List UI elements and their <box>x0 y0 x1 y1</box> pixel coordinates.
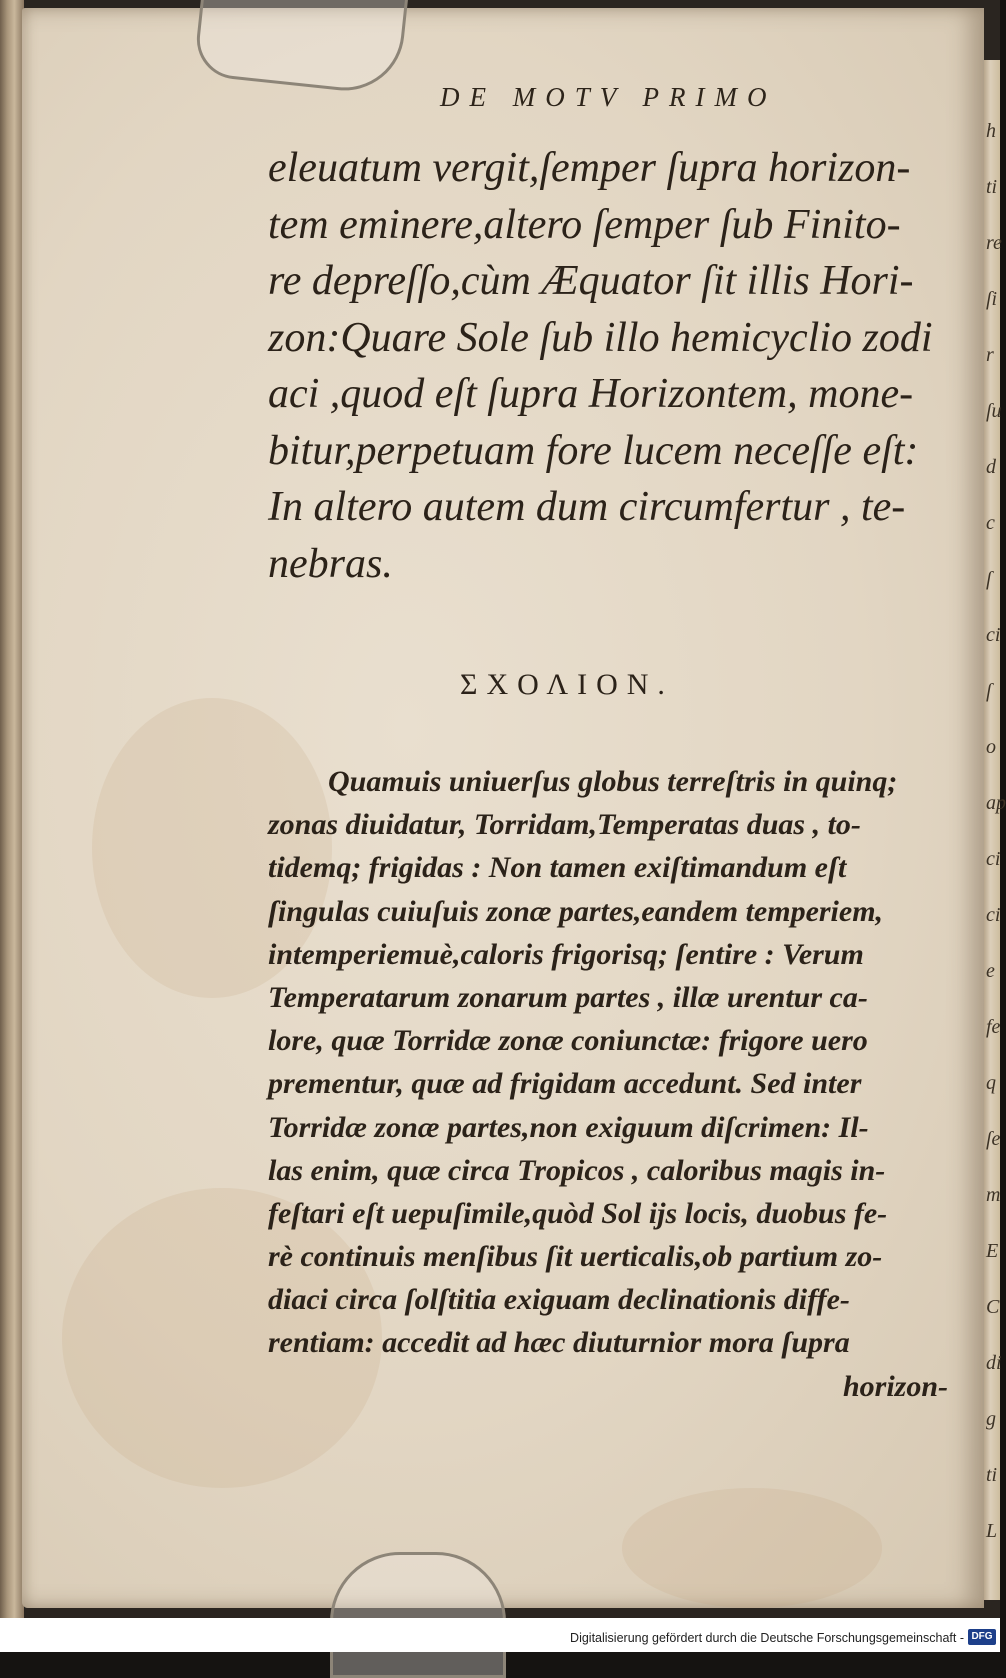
next-page-fragment: ſ <box>986 568 992 590</box>
text-line: ſingulas cuiuſuis zonæ partes,eandem temperiem, <box>268 894 884 928</box>
book-clamp-bottom <box>330 1552 506 1678</box>
text-line: bitur,perpetuam fore lucem neceſſe eſt: <box>268 427 919 474</box>
next-page-fragment: di <box>986 1352 1002 1374</box>
text-line: las enim, quæ circa Tropicos , caloribus magis in- <box>268 1153 886 1187</box>
text-line: feſtari eſt uериſimile,quòd Sol ijs locis, duobus fe- <box>268 1196 888 1230</box>
next-page-fragment: ſ <box>986 680 992 702</box>
digitization-credit: Digitalisierung gefördert durch die Deutsche Forschungsgemeinschaft - <box>570 1631 964 1645</box>
next-page-fragment: g <box>986 1408 996 1430</box>
next-page-fragment: ti <box>986 1464 998 1486</box>
text-line: In altero autem dum circumfertur , te- <box>268 484 906 530</box>
text-line: tidemq; frigidas : Non tamen exiſtimandum eſt <box>268 851 847 885</box>
text-line: rè continuis menſibus ſit uerticalis,ob partium zo- <box>268 1240 883 1274</box>
next-page-fragment: fe <box>986 1016 1001 1038</box>
text-line: nebras. <box>268 540 393 587</box>
text-line: horizon- <box>842 1369 948 1403</box>
text-line: prementur, quæ ad frigidam accedunt. Sed inter <box>268 1067 862 1101</box>
text-line: intemperiemuè,caloris frigorisq; ſentire : Verum <box>268 937 864 971</box>
text-line: Temperatarum zonarum partes , illæ urentur ca- <box>268 980 868 1014</box>
main-text-block <box>268 140 958 592</box>
next-page-fragment: ti <box>986 176 998 198</box>
next-page-fragment: ſi <box>986 288 998 310</box>
text-line: zon:Quare Sole ſub illo hemicyclio zodi <box>268 314 933 361</box>
next-page-fragment: C <box>986 1296 1000 1318</box>
next-page-fragment: ſe <box>986 1128 1001 1150</box>
next-page-fragment: o <box>986 736 996 758</box>
text-line: zonas diuidatur, Torridam,Temperatas duas , to- <box>268 808 861 842</box>
text-line: Quamuis uniuerſus globus terreſtris in quinq; <box>328 765 898 798</box>
page-edges-left <box>0 0 24 1618</box>
next-page-edge <box>984 60 1006 1600</box>
next-page-fragment: q <box>986 1072 996 1094</box>
next-page-fragment: ci <box>986 848 1001 870</box>
next-page-fragment: ci <box>986 624 1001 646</box>
text-line: rentiam: accedit ad hæc diuturnior mora ſupra <box>268 1326 850 1360</box>
dfg-logo: DFG <box>968 1629 996 1645</box>
next-page-fragment: L <box>986 1520 998 1542</box>
text-line: Torridæ zonæ partes,non exiguum diſcrimen: Il- <box>268 1110 869 1144</box>
scholion-text-block <box>268 760 958 1408</box>
next-page-fragment: ap <box>986 792 1006 814</box>
text-line: re depreſſo,cùm Æquator ſit illis Hori- <box>268 258 914 304</box>
next-page-fragment: ſu <box>986 400 1002 422</box>
paper-stain <box>622 1488 882 1608</box>
text-line: tem eminere,altero ſemper ſub Finito- <box>268 201 901 248</box>
next-page-fragment: d <box>986 456 996 478</box>
next-page-fragment: m <box>986 1184 1001 1206</box>
text-line: aci ,quod eſt ſupra Horizontem, mone- <box>268 371 914 417</box>
next-page-fragment: e <box>986 960 995 982</box>
text-line: diaci circa ſolſtitia exiguam declinationis diffe- <box>268 1283 850 1317</box>
next-page-fragment: E <box>986 1240 999 1262</box>
next-page-fragment: re <box>986 232 1002 254</box>
next-page-fragment: h <box>986 120 996 142</box>
running-head: DE MOTV PRIMO <box>440 82 777 112</box>
text-line: eleuatum vergit,ſemper ſupra horizon- <box>268 145 911 191</box>
next-page-fragment: r <box>986 344 994 366</box>
next-page-fragment: ci <box>986 904 1001 926</box>
next-page-fragment: c <box>986 512 995 534</box>
text-line: lore, quæ Torridæ zonæ coniunctæ: frigore uero <box>268 1024 868 1058</box>
scholion-heading: ΣΧΟΛΙΟΝ. <box>460 668 674 701</box>
